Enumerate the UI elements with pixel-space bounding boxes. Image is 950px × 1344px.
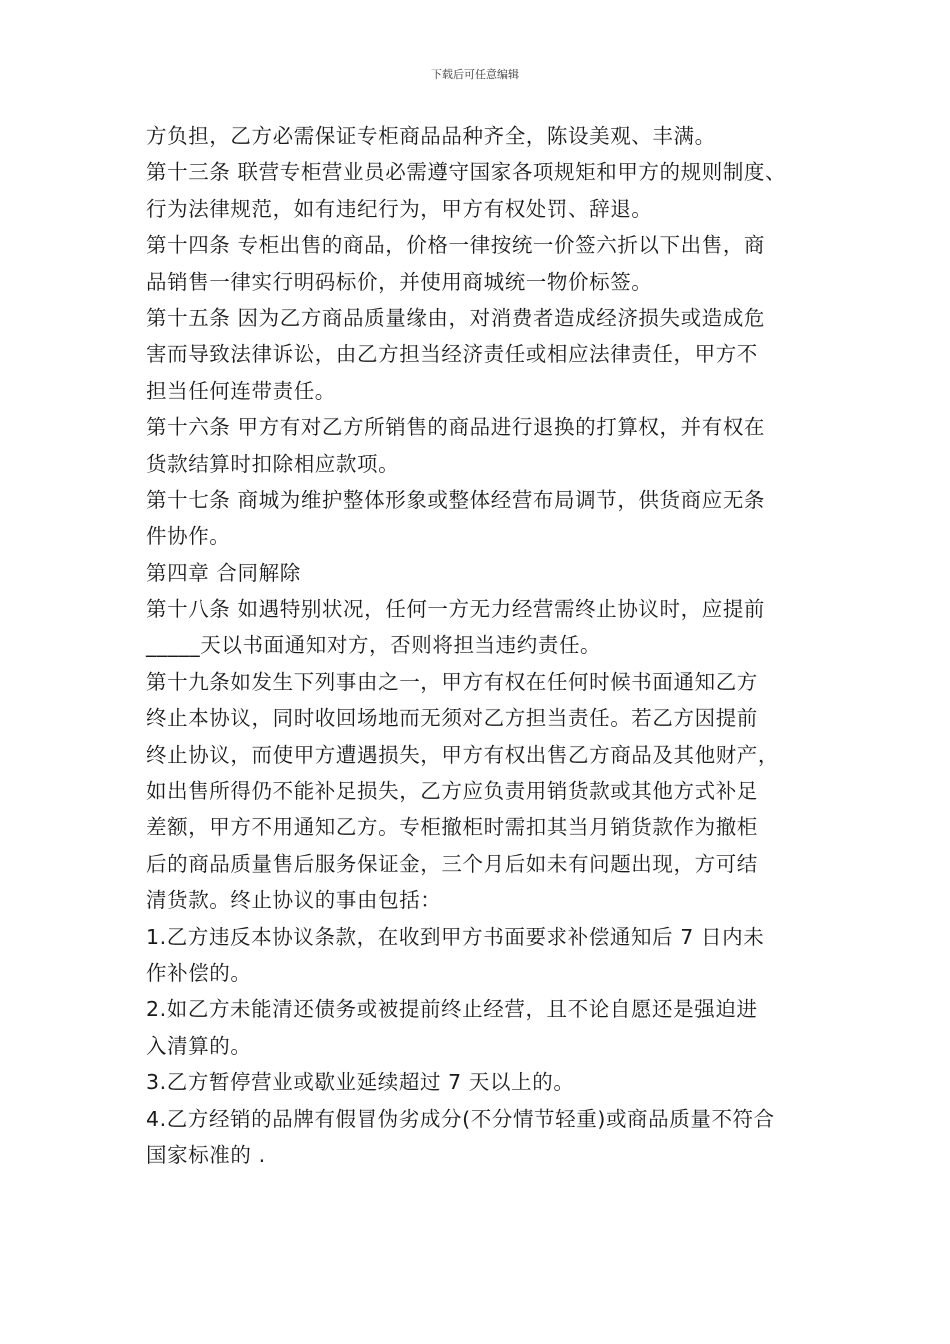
text-line: 第十九条如发生下列事由之一，甲方有权在任何时候书面通知乙方 xyxy=(146,669,758,694)
text-line: 终止本协议，同时收回场地而无须对乙方担当责任。若乙方因提前 xyxy=(146,706,758,731)
text-line: 第十六条 甲方有对乙方所销售的商品进行退换的打算权，并有权在 xyxy=(146,415,766,440)
page-header: 下载后可任意编辑 xyxy=(431,68,519,81)
chapter-heading: 第四章 合同解除 xyxy=(146,560,301,585)
text-line: 第十七条 商城为维护整体形象或整体经营布局调节，供货商应无条 xyxy=(146,487,766,512)
text-line: 第十三条 联营专柜营业员必需遵守国家各项规矩和甲方的规则制度、 xyxy=(146,160,787,185)
text-line: 第十八条 如遇特别状况，任何一方无力经营需终止协议时，应提前 xyxy=(146,597,766,622)
text-line: 货款结算时扣除相应款项。 xyxy=(146,451,400,476)
text-line: 件协作。 xyxy=(146,524,231,549)
text-line: 差额，甲方不用通知乙方。专柜撤柜时需扣其当月销货款作为撤柜 xyxy=(146,815,758,840)
text-line: 终止协议，而使甲方遭遇损失，甲方有权出售乙方商品及其他财产， xyxy=(146,742,779,767)
text-line: _____天以书面通知对方，否则将担当违约责任。 xyxy=(146,633,602,658)
text-line: 第十五条 因为乙方商品质量缘由，对消费者造成经济损失或造成危 xyxy=(146,305,766,330)
text-line: 后的商品质量售后服务保证金，三个月后如未有问题出现，方可结 xyxy=(146,851,758,876)
text-line: 行为法律规范，如有违纪行为，甲方有权处罚、辞退。 xyxy=(146,196,653,221)
text-line: 第十四条 专柜出售的商品，价格一律按统一价签六折以下出售，商 xyxy=(146,233,766,258)
list-item: 3.乙方暂停营业或歇业延续超过 7 天以上的。 xyxy=(146,1070,575,1095)
document-body xyxy=(146,118,814,1173)
text-line: 方负担，乙方必需保证专柜商品品种齐全，陈设美观、丰满。 xyxy=(146,124,716,148)
list-item: 2.如乙方未能清还债务或被提前终止经营，且不论自愿还是强迫进 xyxy=(146,997,758,1022)
text-line: 如出售所得仍不能补足损失，乙方应负责用销货款或其他方式补足 xyxy=(146,779,758,804)
text-line: 担当任何连带责任。 xyxy=(146,378,336,403)
list-item: 1.乙方违反本协议条款，在收到甲方书面要求补偿通知后 7 日内未 xyxy=(146,924,765,949)
text-line: 品销售一律实行明码标价，并使用商城统一物价标签。 xyxy=(146,269,653,294)
list-item: 4.乙方经销的品牌有假冒伪劣成分(不分情节轻重)或商品质量不符合 xyxy=(146,1106,775,1131)
text-line: 清货款。终止协议的事由包括： xyxy=(146,888,442,913)
text-line: 害而导致法律诉讼，由乙方担当经济责任或相应法律责任，甲方不 xyxy=(146,342,758,367)
list-item-continuation: 国家标准的 . xyxy=(146,1142,266,1167)
list-item-continuation: 入清算的。 xyxy=(146,1033,252,1058)
list-item-continuation: 作补偿的。 xyxy=(146,960,252,985)
